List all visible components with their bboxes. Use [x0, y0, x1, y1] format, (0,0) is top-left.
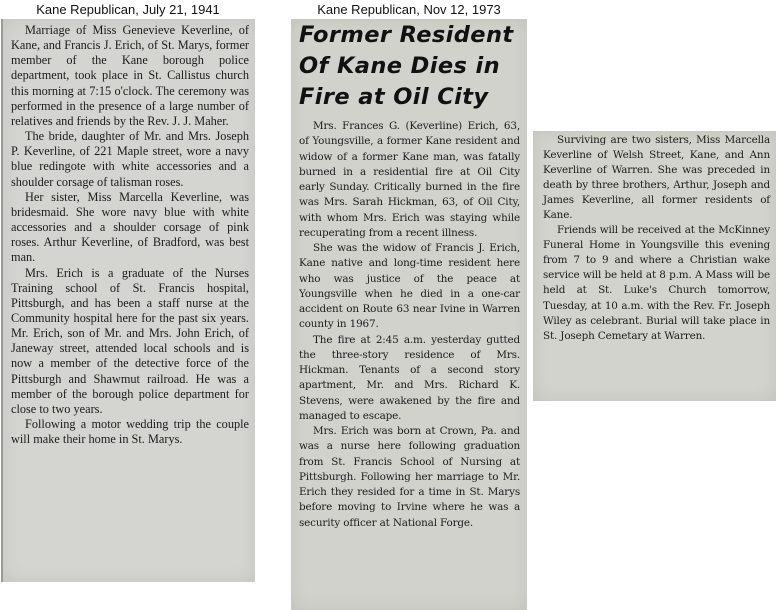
paragraph: She was the widow of Francis J. Erich, Kane native and long-time resident here who was justice of the peace at Youngsville when he died in a one-car accident on Route 63 near Ivine in Warren county in 1967. — [299, 242, 520, 331]
paragraph: The fire at 2:45 a.m. yesterday gutted the three-story residence of Mrs. Hickman. Tenants of a second story apartment, Mr. and Mrs. Richard K. Stevens, were awakened by the fire and managed to escape. — [299, 333, 520, 422]
caption-1941: Kane Republican, July 21, 1941 — [36, 2, 220, 17]
clipping-1973-obituary-continued — [533, 131, 776, 401]
paragraph: Her sister, Miss Marcella Keverline, was bridesmaid. She wore navy blue with white accessories and a shoulder corsage of pink roses. Arthur Keverline, of Bradford, was best man. — [11, 189, 249, 265]
caption-1973: Kane Republican, Nov 12, 1973 — [317, 2, 501, 17]
paragraph: Friends will be received at the McKinney Funeral Home in Youngsville this evening from 7 to 9 and where a Christian wake service will be held at 8 p.m. A Mass will be held at St. Luke's Church tomorrow, Tuesday, at 10 a.m. with the Rev. Fr. Joseph Wiley as celebrant. Burial will take place in St. Joseph Cemetary at Warren. — [543, 224, 770, 342]
paragraph: Marriage of Miss Genevieve Keverline, of Kane, and Francis J. Erich, of St. Marys, former member of the Kane borough police department, took place in St. Callistus church this morning at 7:15 o'clock. The ceremony was performed in the presence of a large number of relatives and friends by the Rev. J. J. Maher. — [11, 23, 249, 128]
headline: Former Resident Of Kane Dies in Fire at Oil City — [299, 22, 514, 110]
paragraph: Surviving are two sisters, Miss Marcella Keverline of Welsh Street, Kane, and Ann Keverline of Warren. She was preceded in death by three brothers, Arthur, Joseph and James Keverline, all former residents of Kane. — [543, 134, 770, 222]
paragraph: Mrs. Frances G. (Keverline) Erich, 63, of Youngsville, a former Kane resident and widow of a former Kane man, was fatally burned in a residential fire at Oil City early Sunday. Critically burned in the fire was Mrs. Sarah Hickman, 63, of Oil City, with whom Mrs. Erich was staying while recuperating from a recent illness. — [299, 120, 520, 239]
paragraph: The bride, daughter of Mr. and Mrs. Joseph P. Keverline, of 221 Maple street, wore a navy blue redingote with white accessories and a shoulder corsage of talisman roses. — [11, 129, 249, 189]
clipping-1973-obituary — [291, 19, 527, 610]
clipping-1941-wedding — [1, 19, 255, 582]
paragraph: Mrs. Erich was born at Crown, Pa. and was a nurse here following graduation from St. Francis School of Nursing at Pittsburgh. Following her marriage to Mr. Erich they resided for a time in St. Marys before moving to Irvine where he was a security officer at National Forge. — [299, 425, 520, 529]
paragraph: Mrs. Erich is a graduate of the Nurses Training school of St. Francis hospital, Pittsburgh, and has been a staff nurse at the Community hospital here for the past six years. Mr. Erich, son of Mr. and Mrs. John Erich, of Janeway street, attended local schools and is now a member of the detective force of the Pittsburgh and Shawmut railroad. He was a member of the borough police department for close to two years. — [11, 265, 249, 416]
paragraph: Following a motor wedding trip the couple will make their home in St. Marys. — [11, 417, 249, 447]
